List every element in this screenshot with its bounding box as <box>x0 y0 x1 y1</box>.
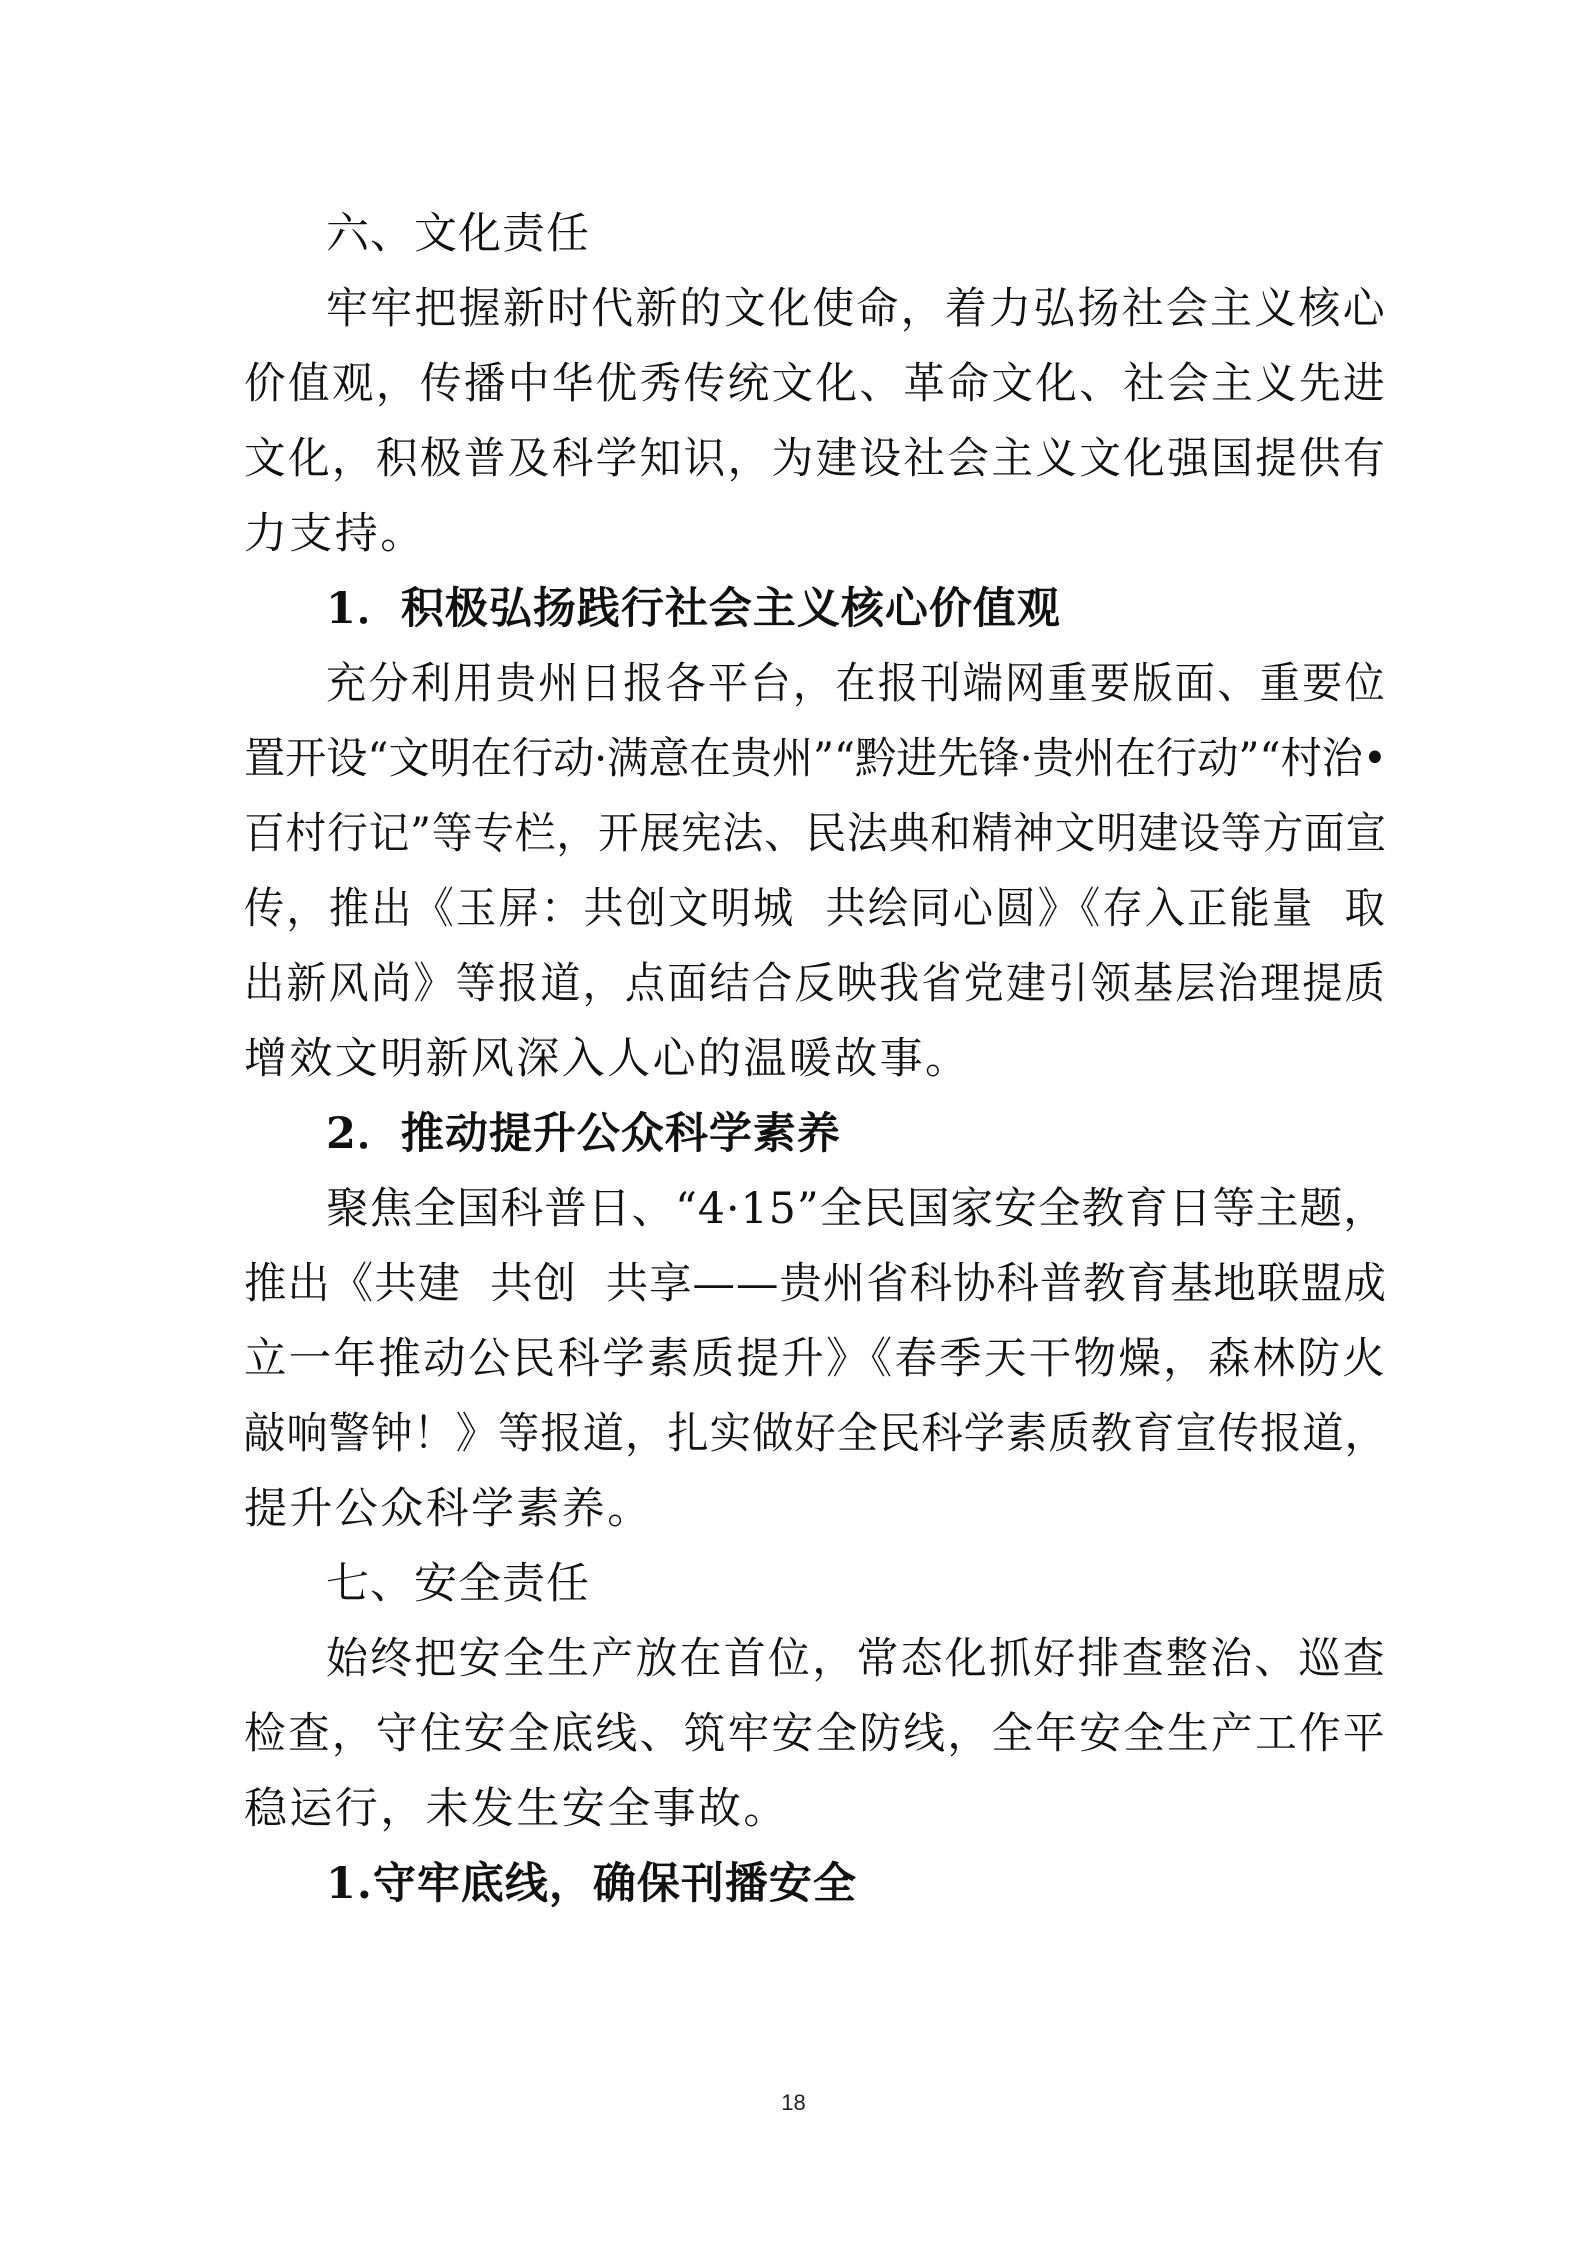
paragraph-line: 推出《共建 共创 共享——贵州省科协科普教育基地联盟成 <box>244 1259 1388 1309</box>
section-heading-safety: 七、安全责任 <box>326 1559 590 1609</box>
paragraph-line: 稳运行，未发生安全事故。 <box>244 1784 789 1834</box>
paragraph-line: 置开设“文明在行动·满意在贵州”“黔进先锋·贵州在行动”“村治• <box>244 734 1388 784</box>
page-number: 18 <box>781 2090 806 2115</box>
paragraph-line: 力支持。 <box>244 509 426 559</box>
paragraph-line: 增效文明新风深入人心的温暖故事。 <box>244 1034 971 1084</box>
section-heading-culture: 六、文化责任 <box>326 209 590 259</box>
paragraph-line: 传，推出《玉屏：共创文明城 共绘同心圆》《存入正能量 取 <box>244 884 1387 934</box>
paragraph-line: 价值观，传播中华优秀传统文化、革命文化、社会主义先进 <box>244 359 1387 409</box>
paragraph-line: 出新风尚》等报道，点面结合反映我省党建引领基层治理提质 <box>244 959 1387 1009</box>
paragraph-line: 聚焦全国科普日、“4·15”全民国家安全教育日等主题， <box>326 1184 1387 1234</box>
paragraph-line: 立一年推动公民科学素质提升》《春季天干物燥，森林防火 <box>244 1334 1388 1384</box>
paragraph-line: 敲响警钟！》等报道，扎实做好全民科学素质教育宣传报道， <box>244 1409 1387 1459</box>
subheading-core-values: 1．积极弘扬践行社会主义核心价值观 <box>326 584 1061 634</box>
paragraph-line: 提升公众科学素养。 <box>244 1484 653 1534</box>
subheading-broadcast-safety: 1.守牢底线，确保刊播安全 <box>326 1859 857 1909</box>
paragraph-line: 充分利用贵州日报各平台，在报刊端网重要版面、重要位 <box>326 659 1387 709</box>
paragraph-line: 检查，守住安全底线、筑牢安全防线，全年安全生产工作平 <box>244 1709 1387 1759</box>
paragraph-line: 始终把安全生产放在首位，常态化抓好排查整治、巡查 <box>326 1634 1387 1684</box>
subheading-science-literacy: 2．推动提升公众科学素养 <box>326 1109 841 1159</box>
paragraph-line: 牢牢把握新时代新的文化使命，着力弘扬社会主义核心 <box>326 284 1387 334</box>
paragraph-line: 百村行记”等专栏，开展宪法、民法典和精神文明建设等方面宣 <box>244 809 1388 859</box>
paragraph-line: 文化，积极普及科学知识，为建设社会主义文化强国提供有 <box>244 434 1387 484</box>
